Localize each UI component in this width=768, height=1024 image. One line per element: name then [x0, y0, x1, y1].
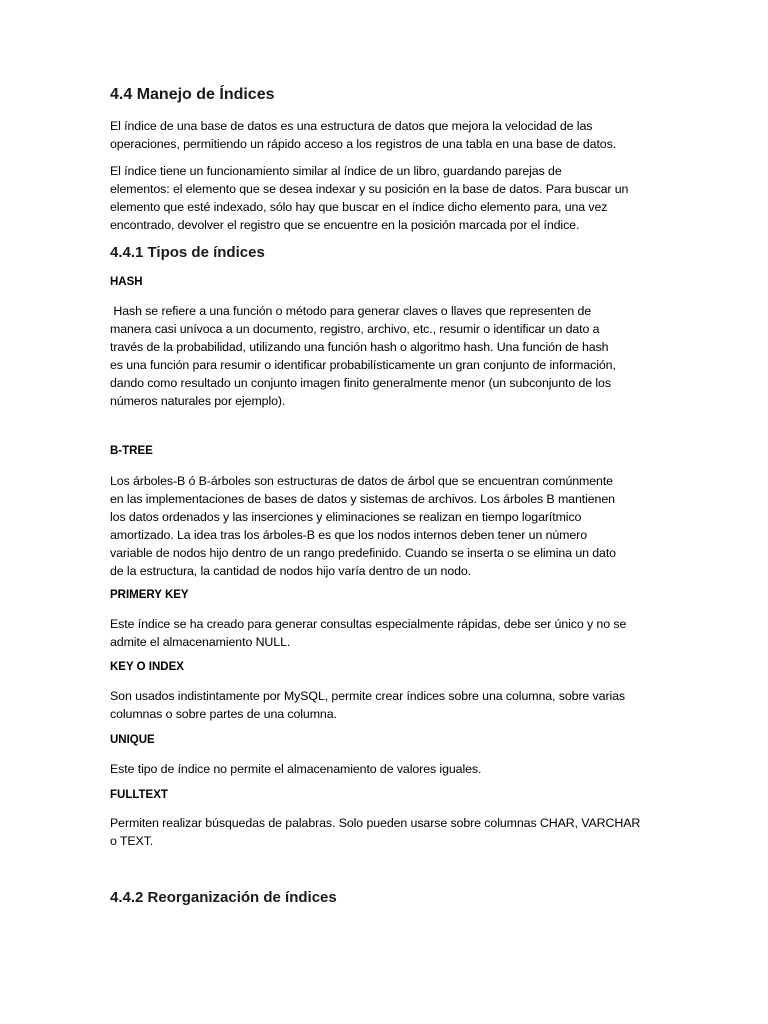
paragraph-line: operaciones, permitiendo un rápido acceso a los registros de una tabla en una base de datos.	[110, 137, 617, 151]
paragraph-line: admite el almacenamiento NULL.	[110, 635, 291, 649]
paragraph-line: dando como resultado un conjunto imagen finito generalmente menor (un subconjunto de los	[110, 376, 611, 390]
paragraph-line: columnas o sobre partes de una columna.	[110, 707, 337, 721]
paragraph-line: en las implementaciones de bases de datos y sistemas de archivos. Los árboles B mantienen	[110, 492, 615, 506]
paragraph-line: los datos ordenados y las inserciones y eliminaciones se realizan en tiempo logarítmico	[110, 510, 582, 524]
paragraph-line: Son usados indistintamente por MySQL, permite crear índices sobre una columna, sobre varias	[110, 689, 626, 703]
paragraph-line: variable de nodos hijo dentro de un rango predefinido. Cuando se inserta o se elimina un dato	[110, 546, 616, 560]
type-description-fulltext	[110, 814, 658, 850]
paragraph-line: elementos: el elemento que se desea indexar y su posición en la base de datos. Para buscar un	[110, 182, 629, 196]
subsection-title-reorganization: 4.4.2 Reorganización de índices	[110, 889, 337, 906]
type-description-primary-key	[110, 615, 658, 651]
paragraph-line: elemento que esté indexado, sólo hay que buscar en el índice dicho elemento para, una vez	[110, 200, 608, 214]
paragraph-line: Este índice se ha creado para generar consultas especialmente rápidas, debe ser único y no se	[110, 617, 627, 631]
type-description-hash	[110, 302, 658, 410]
type-description-btree	[110, 472, 658, 580]
paragraph-line: través de la probabilidad, utilizando una función hash o algoritmo hash. Una función de hash	[110, 340, 609, 354]
type-label-unique: UNIQUE	[110, 734, 155, 746]
paragraph-line: Los árboles-B ó B-árboles son estructuras de datos de árbol que se encuentran comúnmente	[110, 474, 613, 488]
paragraph-line: encontrado, devolver el registro que se encuentre en la posición marcada por el índice.	[110, 218, 580, 232]
type-label-key-index: KEY O INDEX	[110, 661, 184, 673]
paragraph-line: El índice de una base de datos es una estructura de datos que mejora la velocidad de las	[110, 119, 593, 133]
section-title: 4.4 Manejo de Índices	[110, 86, 275, 103]
type-label-hash: HASH	[110, 276, 143, 288]
paragraph-line: amortizado. La idea tras los árboles-B es que los nodos internos deben tener un número	[110, 528, 587, 542]
paragraph-line: Hash se refiere a una función o método para generar claves o llaves que representen de	[110, 304, 592, 318]
intro-paragraph-1	[110, 117, 658, 153]
type-label-fulltext: FULLTEXT	[110, 789, 168, 801]
type-description-unique	[110, 760, 658, 778]
paragraph-line: números naturales por ejemplo).	[110, 394, 286, 408]
intro-paragraph-2	[110, 162, 658, 234]
type-description-key-index	[110, 687, 658, 723]
paragraph-line: de la estructura, la cantidad de nodos hijo varía dentro de un nodo.	[110, 564, 472, 578]
subsection-title-types: 4.4.1 Tipos de índices	[110, 244, 265, 261]
type-label-primary-key: PRIMERY KEY	[110, 589, 189, 601]
paragraph-line: El índice tiene un funcionamiento similar al índice de un libro, guardando parejas de	[110, 164, 562, 178]
type-label-btree: B-TREE	[110, 445, 153, 457]
paragraph-line: Este tipo de índice no permite el almacenamiento de valores iguales.	[110, 762, 482, 776]
paragraph-line: Permiten realizar búsquedas de palabras. Solo pueden usarse sobre columnas CHAR, VARCHAR	[110, 816, 641, 830]
paragraph-line: o TEXT.	[110, 834, 154, 848]
paragraph-line: manera casi unívoca a un documento, registro, archivo, etc., resumir o identificar un dato a	[110, 322, 600, 336]
paragraph-line: es una función para resumir o identificar probabilísticamente un gran conjunto de información,	[110, 358, 616, 372]
